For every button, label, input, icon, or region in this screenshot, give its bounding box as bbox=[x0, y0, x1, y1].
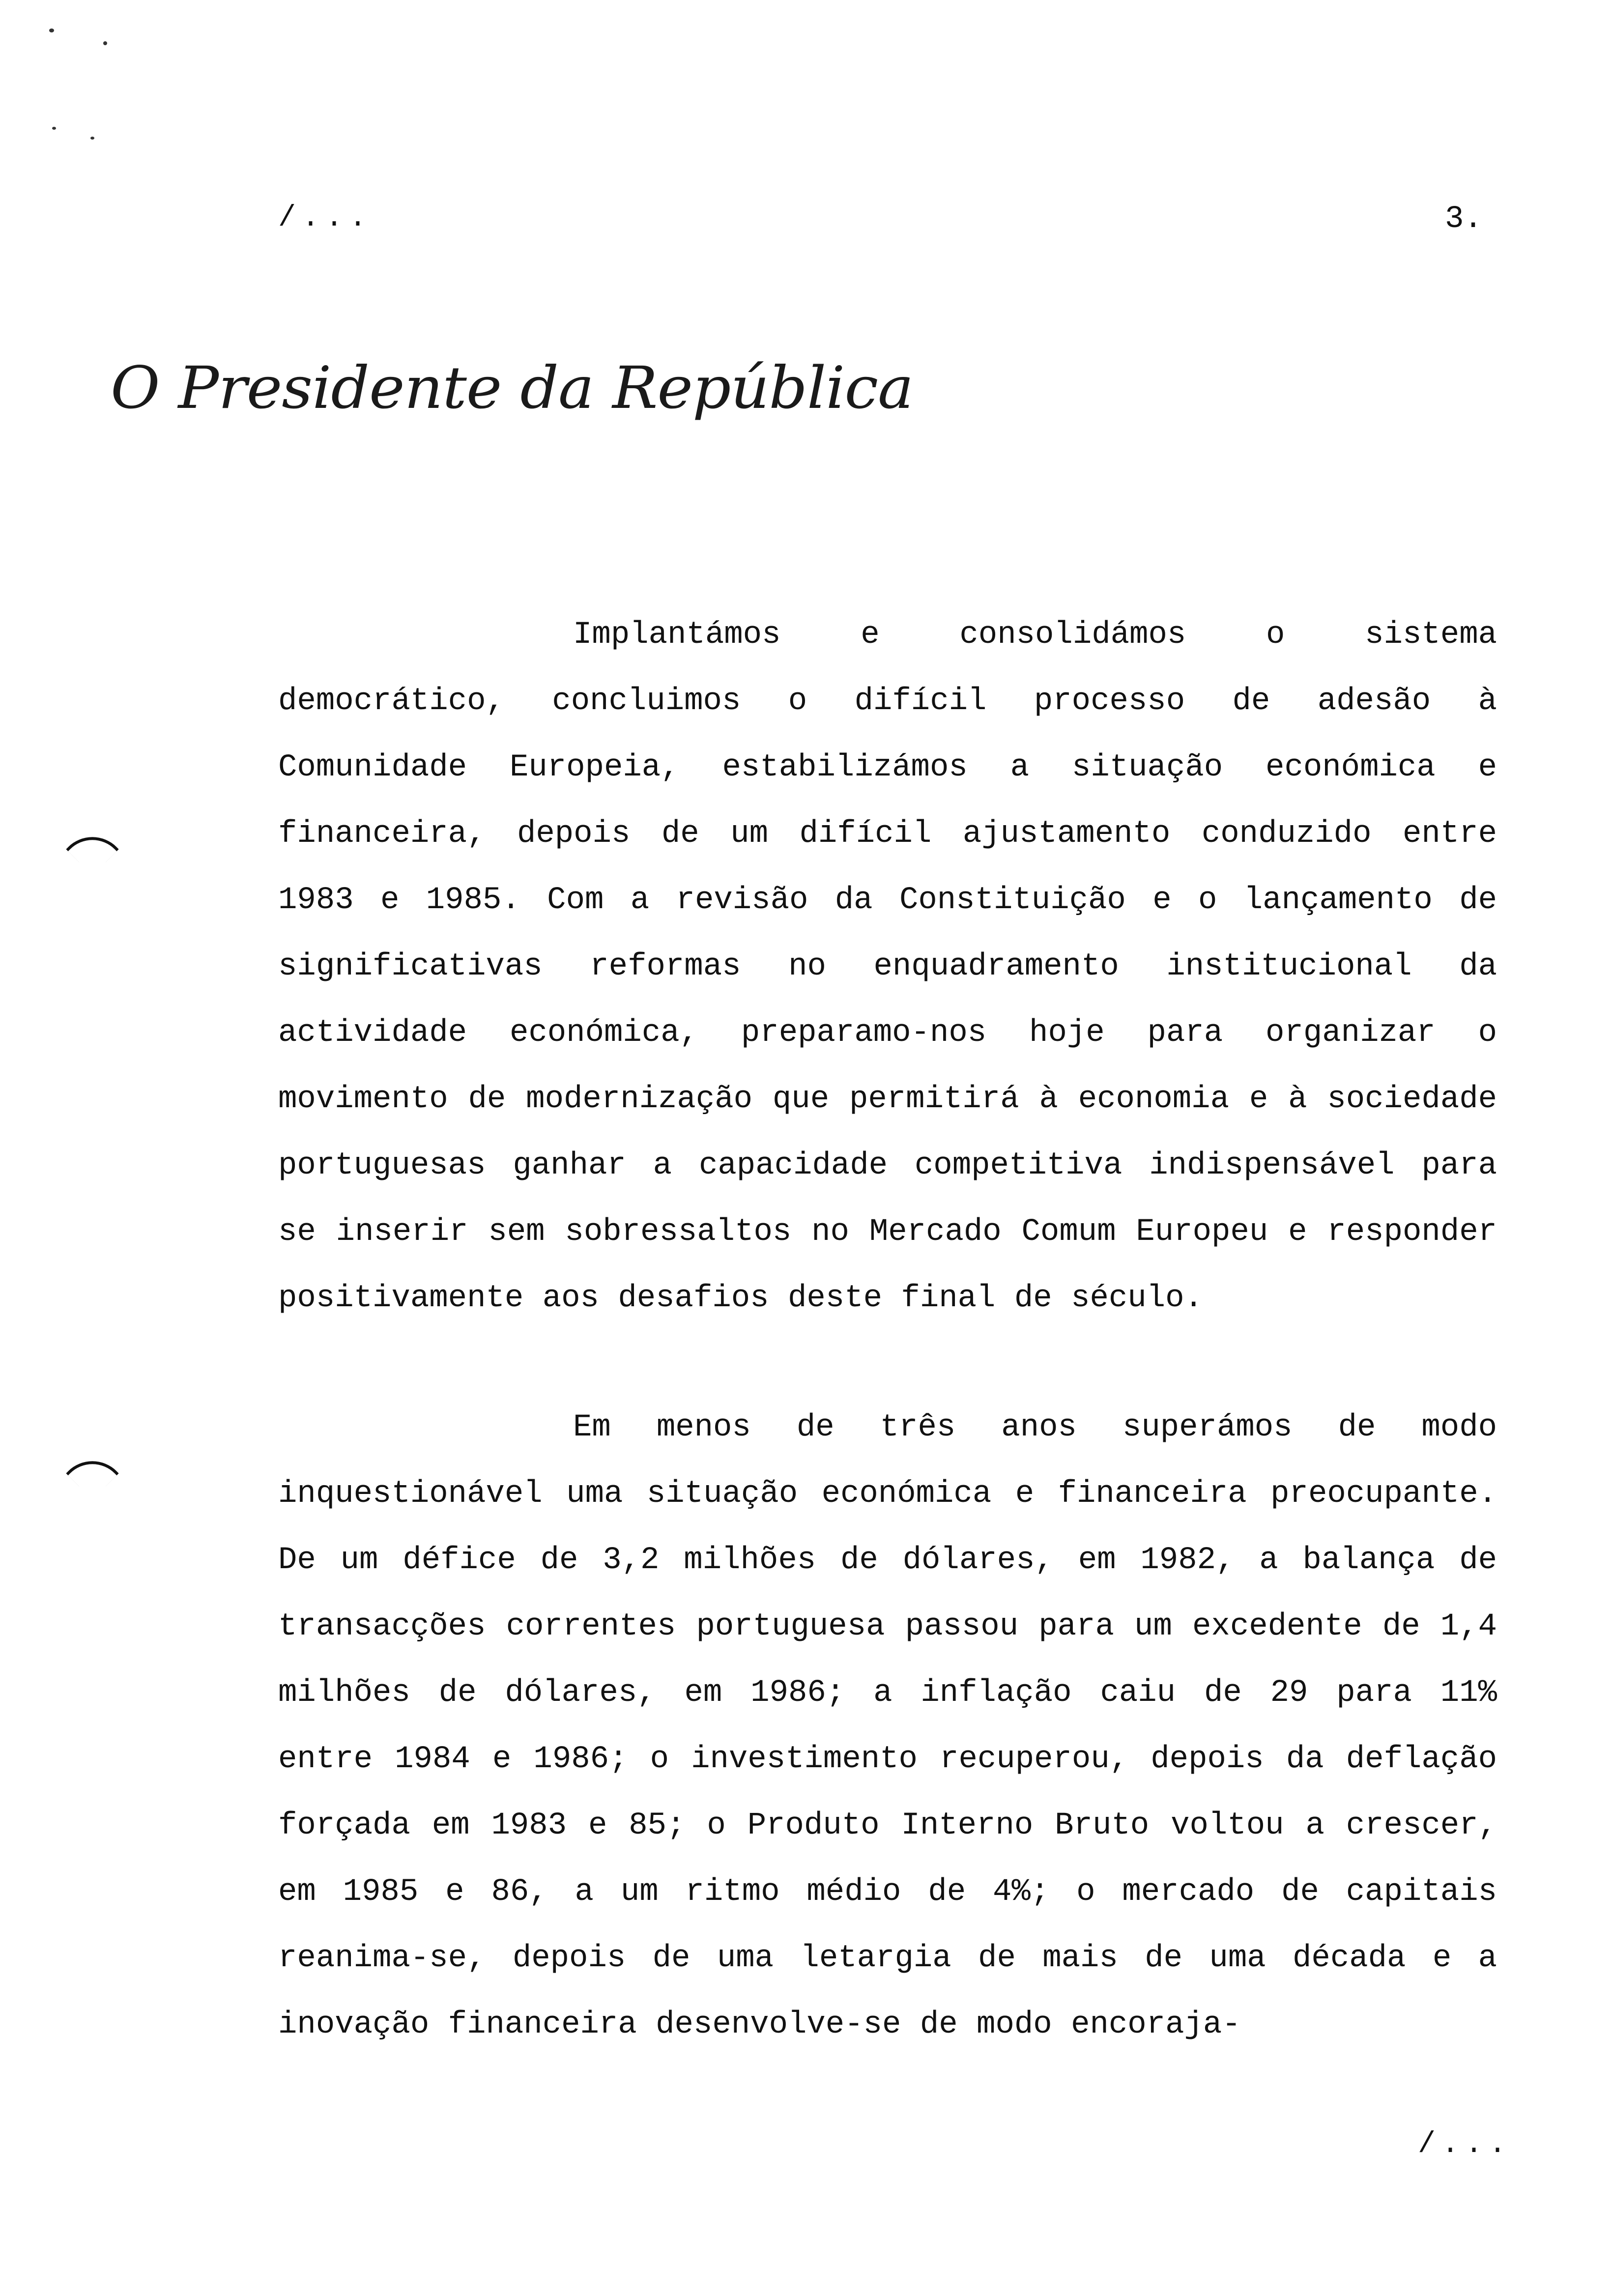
paragraph bbox=[278, 1395, 1497, 2058]
letterhead: O Presidente da República bbox=[111, 354, 914, 422]
binding-hole-mark bbox=[66, 1447, 118, 1499]
scan-speck bbox=[49, 29, 54, 32]
continuation-mark-bottom: /... bbox=[1418, 2128, 1513, 2161]
continuation-mark-top: /... bbox=[278, 201, 373, 235]
paragraph-text: Implantámos e consolidámos o sistema democrático, concluimos o difícil processo de adesão à Comunidade Europeia, estabilizámos a situação económica e financeira, depois de um difícil ajustamento conduzido entre 1983 e 1985. Com a revisão da Constituição e o lançamento de significativas reformas no enquadramento institucional da actividade económica, preparamo-nos hoje para organizar o movimento de modernização que permitirá à economia e à sociedade portuguesas ganhar a capacidade competitiva indispensável para se inserir sem sobressaltos no Mercado Comum Europeu e responder positivamente aos desafios deste final de século. bbox=[278, 617, 1497, 1316]
page-number: 3. bbox=[1445, 201, 1483, 237]
paragraph bbox=[278, 602, 1497, 1332]
scan-speck bbox=[103, 41, 107, 45]
binding-hole-mark bbox=[66, 823, 118, 875]
scan-speck bbox=[52, 127, 56, 130]
scan-speck bbox=[90, 137, 94, 140]
paragraph-text: Em menos de três anos superámos de modo inquestionável uma situação económica e financeira preocupante. De um défice de 3,2 milhões de dólares, em 1982, a balança de transacções correntes portuguesa passou para um excedente de 1,4 milhões de dólares, em 1986; a inflação caiu de 29 para 11% entre 1984 e 1986; o investimento recuperou, depois da deflação forçada em 1983 e 85; o Produto Interno Bruto voltou a crescer, em 1985 e 86, a um ritmo médio de 4%; o mercado de capitais reanima-se, depois de uma letargia de mais de uma década e a inovação financeira desenvolve-se de modo encoraja- bbox=[278, 1410, 1497, 2042]
